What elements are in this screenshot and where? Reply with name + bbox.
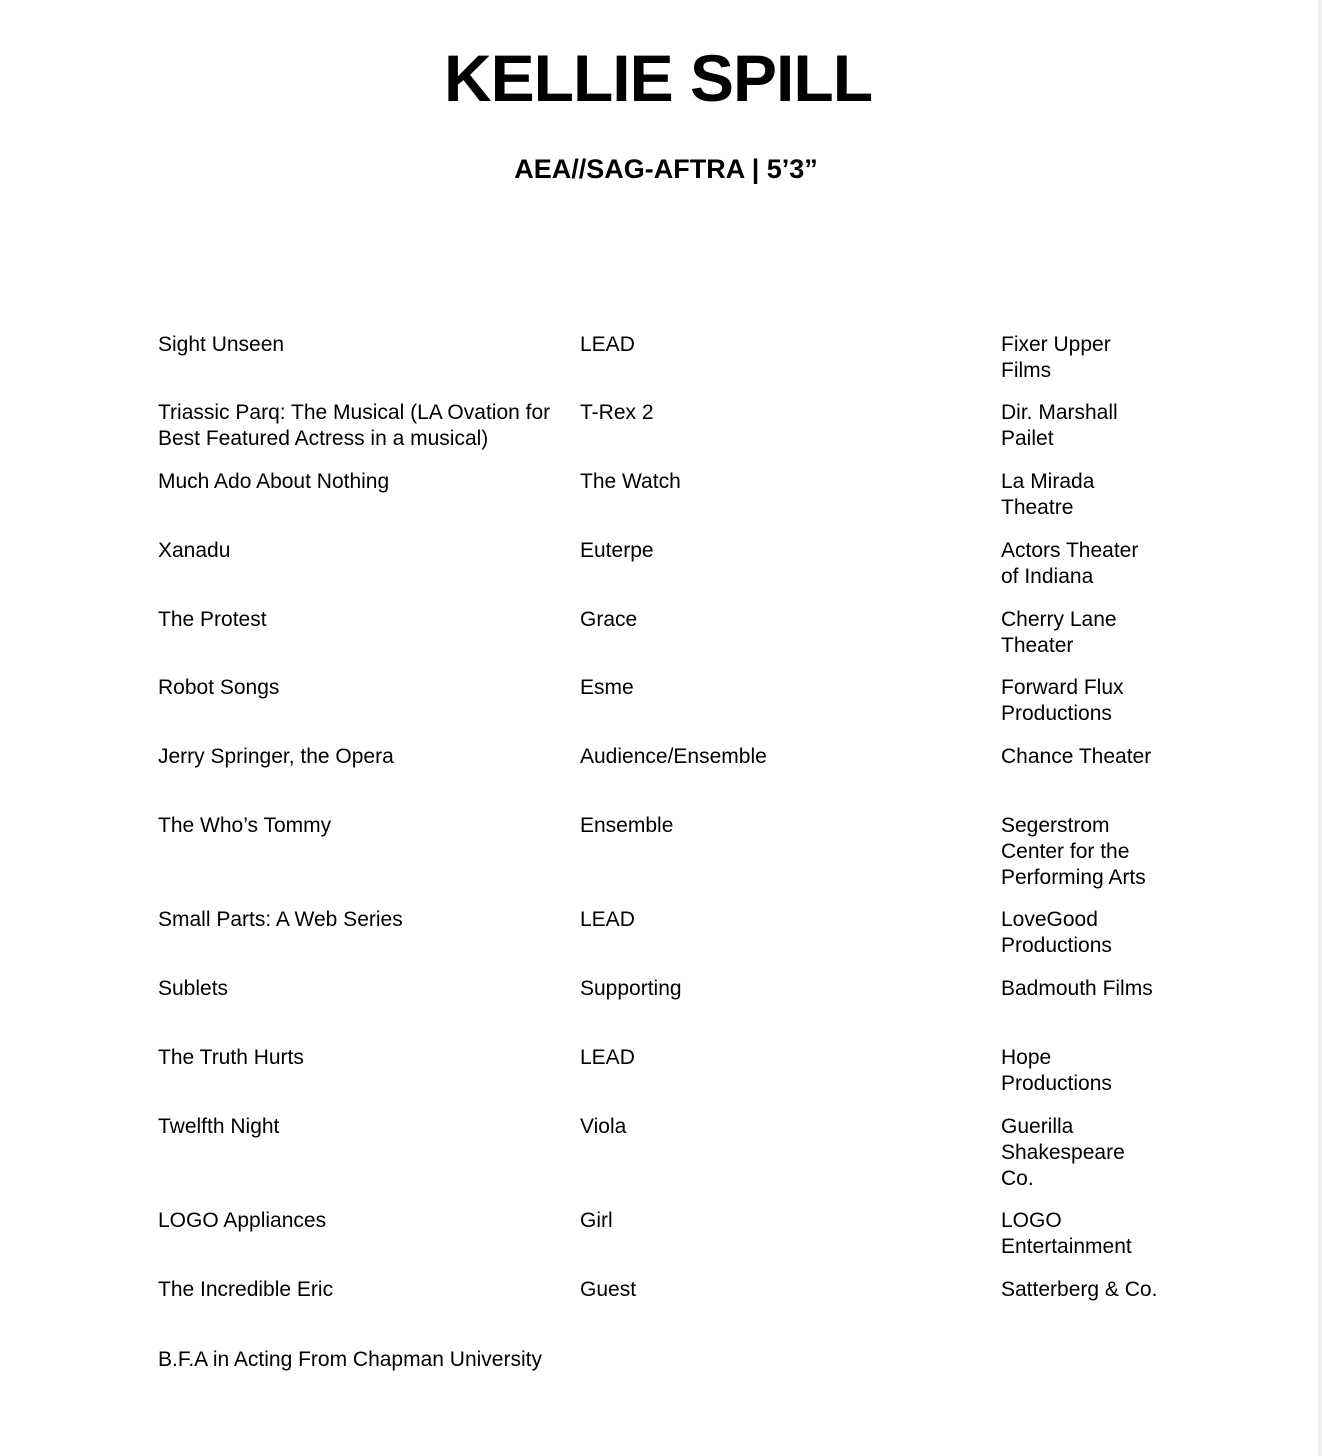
actor-name: KELLIE SPILL [443,41,873,115]
credit-row [158,469,1168,538]
credit-company: Dir. Marshall Pailet [1001,401,1118,450]
credit-role: Supporting [580,977,682,1000]
credit-company: LoveGood Productions [1001,908,1112,957]
credit-company: Segerstrom Center for the Performing Arts [1001,814,1146,889]
credit-role: Girl [580,1209,613,1232]
credit-row [158,976,1168,1045]
credit-company: Forward Flux Productions [1001,676,1124,725]
credit-company: Cherry Lane Theater [1001,608,1117,657]
credit-row [158,675,1168,744]
page-edge [1318,0,1322,1456]
credit-company: La Mirada Theatre [1001,470,1095,519]
credit-role: The Watch [580,470,681,493]
credit-project: Twelfth Night [158,1115,280,1138]
credit-row [158,332,1168,400]
credit-company: Chance Theater [1001,745,1152,768]
credit-project: Robot Songs [158,676,280,699]
credit-role: Audience/Ensemble [580,745,767,768]
credit-project: Triassic Parq: The Musical (LA Ovation for Best Featured Actress in a musical) [158,401,551,450]
credit-company: Hope Productions [1001,1046,1112,1095]
credit-project: The Protest [158,608,267,631]
credit-company: Badmouth Films [1001,977,1153,1000]
credit-role: Guest [580,1278,637,1301]
credit-project: The Incredible Eric [158,1278,334,1301]
credit-project: Sight Unseen [158,333,285,356]
union-and-height: AEA//SAG-AFTRA | 5’3” [514,154,818,184]
credit-project: The Who’s Tommy [158,814,332,837]
credit-company: Fixer Upper Films [1001,333,1111,382]
credit-row [158,400,1168,469]
credit-row [158,1045,1168,1114]
credit-role: Grace [580,608,638,631]
credit-role: LEAD [580,908,635,931]
credit-role: Viola [580,1115,627,1138]
credit-row [158,744,1168,813]
credit-project: Sublets [158,977,229,1000]
credit-project: The Truth Hurts [158,1046,304,1069]
credit-project: Much Ado About Nothing [158,470,390,493]
credit-role: LEAD [580,1046,635,1069]
credit-company: LOGO Entertainment [1001,1209,1132,1258]
credit-project: LOGO Appliances [158,1209,327,1232]
credit-row [158,1277,1168,1346]
credit-row [158,607,1168,675]
credit-role: T-Rex 2 [580,401,654,424]
credit-row [158,813,1168,907]
credit-project: Xanadu [158,539,231,562]
credit-project: Small Parts: A Web Series [158,908,403,931]
credit-role: LEAD [580,333,635,356]
credit-row [158,1114,1168,1208]
credit-row [158,538,1168,607]
credits-table [158,332,1168,1346]
credit-row [158,907,1168,976]
credit-company: Satterberg & Co. [1001,1278,1158,1301]
credit-company: Guerilla Shakespeare Co. [1001,1115,1125,1190]
credit-role: Euterpe [580,539,654,562]
credit-project: Jerry Springer, the Opera [158,745,394,768]
credit-role: Esme [580,676,634,699]
credit-company: Actors Theater of Indiana [1001,539,1139,588]
credit-role: Ensemble [580,814,674,837]
credit-row [158,1208,1168,1277]
education-line: B.F.A in Acting From Chapman University [158,1348,542,1371]
